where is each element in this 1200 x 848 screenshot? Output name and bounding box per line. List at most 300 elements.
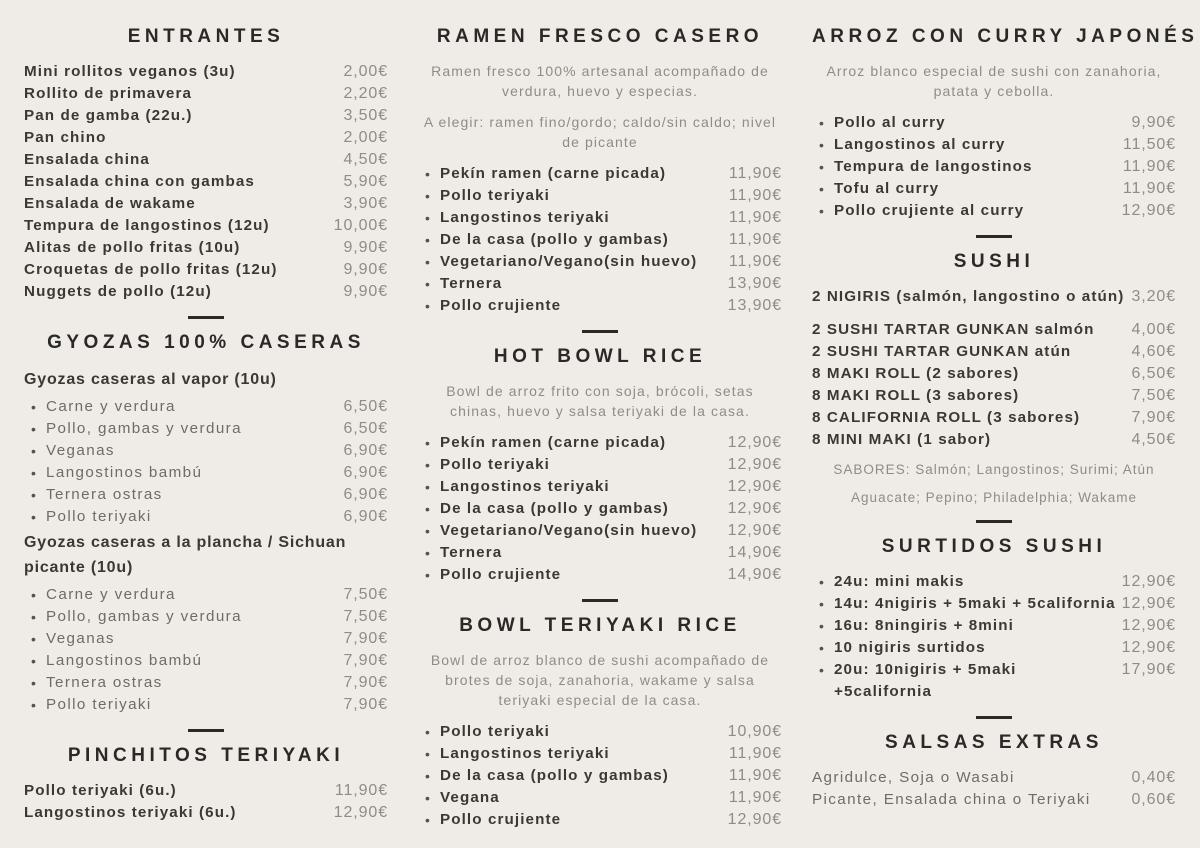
item-price: 12,90€ bbox=[1121, 202, 1176, 219]
item-price: 12,90€ bbox=[727, 478, 782, 495]
menu-item-left bbox=[24, 484, 343, 506]
section-title: SUSHI bbox=[953, 251, 1035, 272]
item-name: 8 MINI MAKI (1 sabor) bbox=[812, 431, 992, 448]
menu-column-center bbox=[418, 24, 782, 831]
item-name: Mini rollitos veganos (3u) bbox=[24, 63, 236, 80]
menu-item bbox=[24, 61, 388, 83]
item-price: 11,50€ bbox=[1122, 136, 1176, 153]
menu-item-left bbox=[812, 319, 1131, 341]
menu-item-left bbox=[24, 237, 343, 259]
menu-item-left bbox=[418, 207, 729, 229]
menu-item bbox=[812, 615, 1176, 637]
bullet-icon: • bbox=[31, 509, 36, 525]
menu-item-left bbox=[418, 765, 729, 787]
item-price: 13,90€ bbox=[727, 297, 782, 314]
item-price: 11,90€ bbox=[728, 789, 782, 806]
item-name: Langostinos teriyaki (6u.) bbox=[24, 804, 237, 821]
item-price: 3,20€ bbox=[1131, 288, 1176, 305]
item-price: 3,50€ bbox=[343, 107, 388, 124]
menu-item-left bbox=[24, 281, 343, 303]
item-price: 12,90€ bbox=[727, 811, 782, 828]
item-price: 12,90€ bbox=[727, 522, 782, 539]
item-price: 7,90€ bbox=[343, 652, 388, 669]
bullet-icon: • bbox=[31, 587, 36, 603]
menu-item bbox=[418, 498, 782, 520]
section-title: RAMEN FRESCO CASERO bbox=[436, 26, 764, 47]
item-name: Ensalada china con gambas bbox=[24, 173, 255, 190]
menu-item bbox=[24, 105, 388, 127]
item-name: Alitas de pollo fritas (10u) bbox=[24, 239, 241, 256]
menu-item-left bbox=[24, 259, 343, 281]
item-price: 11,90€ bbox=[1122, 180, 1176, 197]
item-name: Pollo teriyaki bbox=[440, 456, 550, 473]
section-title: PINCHITOS TERIYAKI bbox=[67, 745, 345, 766]
menu-item-left bbox=[24, 462, 343, 484]
menu-item bbox=[24, 462, 388, 484]
menu-item-left bbox=[418, 743, 729, 765]
bullet-icon: • bbox=[425, 768, 430, 784]
bullet-icon: • bbox=[31, 653, 36, 669]
item-name: Tofu al curry bbox=[834, 180, 940, 197]
menu-item bbox=[812, 178, 1176, 200]
menu-item-left bbox=[812, 767, 1131, 789]
bullet-icon: • bbox=[425, 254, 430, 270]
section-title: BOWL TERIYAKI RICE bbox=[459, 615, 741, 636]
menu-item-left bbox=[418, 432, 728, 454]
menu-item-left bbox=[24, 418, 343, 440]
item-name: Ensalada de wakame bbox=[24, 195, 196, 212]
bullet-icon: • bbox=[819, 159, 824, 175]
item-name: Vegetariano/Vegano(sin huevo) bbox=[440, 522, 698, 539]
bullet-icon: • bbox=[819, 618, 824, 634]
menu-item-left bbox=[812, 178, 1123, 200]
item-price: 9,90€ bbox=[343, 261, 388, 278]
menu-item bbox=[24, 281, 388, 303]
flavors-note: SABORES: Salmón; Langostinos; Surimi; Atún bbox=[833, 462, 1155, 477]
menu-item bbox=[24, 440, 388, 462]
item-name: Pekín ramen (carne picada) bbox=[440, 165, 667, 182]
item-name: 8 MAKI ROLL (2 sabores) bbox=[812, 365, 1020, 382]
item-name: Carne y verdura bbox=[46, 586, 176, 603]
bullet-icon: • bbox=[425, 746, 430, 762]
menu-item bbox=[24, 127, 388, 149]
bullet-icon: • bbox=[425, 567, 430, 583]
items-block bbox=[24, 584, 388, 716]
menu-item bbox=[812, 341, 1176, 363]
menu-item bbox=[418, 542, 782, 564]
menu-item-left bbox=[418, 229, 729, 251]
item-price: 11,90€ bbox=[334, 782, 388, 799]
menu-item-left bbox=[812, 286, 1131, 308]
menu-item-left bbox=[418, 476, 728, 498]
bullet-icon: • bbox=[425, 188, 430, 204]
item-price: 11,90€ bbox=[728, 745, 782, 762]
menu-item-left bbox=[418, 809, 728, 831]
item-price: 0,40€ bbox=[1131, 769, 1176, 786]
item-name: Langostinos teriyaki bbox=[440, 478, 610, 495]
bullet-icon: • bbox=[425, 545, 430, 561]
menu-item bbox=[24, 780, 388, 802]
menu-item-left bbox=[418, 542, 728, 564]
item-name: Pan de gamba (22u.) bbox=[24, 107, 193, 124]
menu-item bbox=[418, 295, 782, 317]
section-description: Arroz blanco especial de sushi con zanahoria, patata y cebolla. bbox=[826, 63, 1162, 99]
item-price: 4,00€ bbox=[1131, 321, 1176, 338]
item-price: 0,60€ bbox=[1131, 791, 1176, 808]
menu-item-left bbox=[418, 564, 728, 586]
menu-item bbox=[24, 484, 388, 506]
menu-item bbox=[812, 429, 1176, 451]
bullet-icon: • bbox=[425, 501, 430, 517]
item-name: Langostinos teriyaki bbox=[440, 745, 610, 762]
item-name: Pollo crujiente bbox=[440, 566, 562, 583]
menu-item bbox=[24, 694, 388, 716]
menu-item bbox=[418, 163, 782, 185]
item-price: 6,90€ bbox=[343, 486, 388, 503]
item-price: 12,90€ bbox=[727, 456, 782, 473]
menu-item bbox=[418, 765, 782, 787]
menu-item-left bbox=[24, 61, 343, 83]
section-divider bbox=[188, 316, 224, 319]
item-name: Pollo crujiente bbox=[440, 297, 562, 314]
item-price: 11,90€ bbox=[728, 165, 782, 182]
item-name: Picante, Ensalada china o Teriyaki bbox=[812, 791, 1091, 808]
group-heading: Gyozas caseras al vapor (10u) bbox=[24, 371, 277, 388]
menu-item-left bbox=[812, 156, 1123, 178]
items-block bbox=[24, 61, 388, 303]
item-name: Ternera ostras bbox=[46, 486, 163, 503]
item-price: 6,50€ bbox=[1131, 365, 1176, 382]
menu-item bbox=[812, 571, 1176, 593]
section-divider bbox=[976, 716, 1012, 719]
item-name: 16u: 8ningiris + 8mini bbox=[834, 617, 1014, 634]
menu-item bbox=[812, 593, 1176, 615]
bullet-icon: • bbox=[819, 203, 824, 219]
items-block bbox=[812, 571, 1176, 703]
item-name: Pollo, gambas y verdura bbox=[46, 420, 242, 437]
item-name: Croquetas de pollo fritas (12u) bbox=[24, 261, 278, 278]
section-title: GYOZAS 100% CASERAS bbox=[47, 332, 365, 353]
item-name: 8 CALIFORNIA ROLL (3 sabores) bbox=[812, 409, 1081, 426]
menu-item-left bbox=[812, 341, 1131, 363]
menu-item bbox=[24, 396, 388, 418]
menu-item bbox=[24, 259, 388, 281]
group-heading: Gyozas caseras a la plancha / Sichuan picante (10u) bbox=[24, 534, 347, 576]
item-name: De la casa (pollo y gambas) bbox=[440, 767, 669, 784]
menu-item bbox=[812, 385, 1176, 407]
item-name: Veganas bbox=[46, 442, 115, 459]
bullet-icon: • bbox=[819, 640, 824, 656]
menu-column-right bbox=[812, 24, 1199, 831]
menu-item-left bbox=[24, 396, 343, 418]
item-price: 7,90€ bbox=[343, 696, 388, 713]
item-name: Pollo crujiente bbox=[440, 811, 562, 828]
item-name: Agridulce, Soja o Wasabi bbox=[812, 769, 1015, 786]
menu-item bbox=[418, 229, 782, 251]
menu-item bbox=[24, 506, 388, 528]
item-price: 12,90€ bbox=[1121, 639, 1176, 656]
menu-item-left bbox=[812, 363, 1131, 385]
item-price: 2,20€ bbox=[343, 85, 388, 102]
menu-item bbox=[24, 584, 388, 606]
item-price: 9,90€ bbox=[343, 283, 388, 300]
item-name: Pollo teriyaki bbox=[46, 696, 152, 713]
menu-item bbox=[812, 789, 1176, 811]
menu-item-left bbox=[418, 520, 728, 542]
menu-item bbox=[24, 149, 388, 171]
bullet-icon: • bbox=[425, 790, 430, 806]
menu-item bbox=[418, 520, 782, 542]
menu-item-left bbox=[24, 127, 343, 149]
bullet-icon: • bbox=[425, 457, 430, 473]
item-name: Tempura de langostinos bbox=[834, 158, 1033, 175]
menu-item bbox=[418, 454, 782, 476]
item-name: Vegana bbox=[440, 789, 500, 806]
bullet-icon: • bbox=[819, 181, 824, 197]
item-price: 11,90€ bbox=[728, 767, 782, 784]
bullet-icon: • bbox=[31, 609, 36, 625]
item-name: Pollo al curry bbox=[834, 114, 946, 131]
menu-item bbox=[24, 215, 388, 237]
item-price: 7,90€ bbox=[343, 674, 388, 691]
section-divider bbox=[582, 330, 618, 333]
item-name: 14u: 4nigiris + 5maki + 5california bbox=[834, 595, 1116, 612]
menu-item-left bbox=[24, 628, 343, 650]
item-name: Ternera ostras bbox=[46, 674, 163, 691]
menu-item bbox=[812, 112, 1176, 134]
item-price: 12,90€ bbox=[1121, 595, 1176, 612]
item-price: 6,50€ bbox=[343, 398, 388, 415]
menu-item bbox=[418, 809, 782, 831]
section-divider bbox=[976, 520, 1012, 523]
bullet-icon: • bbox=[819, 115, 824, 131]
item-price: 7,50€ bbox=[1131, 387, 1176, 404]
item-name: Tempura de langostinos (12u) bbox=[24, 217, 270, 234]
menu-item bbox=[24, 418, 388, 440]
item-price: 2,00€ bbox=[343, 129, 388, 146]
menu-item-left bbox=[418, 185, 729, 207]
items-block bbox=[812, 112, 1176, 222]
bullet-icon: • bbox=[31, 675, 36, 691]
item-price: 4,50€ bbox=[343, 151, 388, 168]
bullet-icon: • bbox=[425, 523, 430, 539]
menu-item bbox=[812, 363, 1176, 385]
item-name: 2 SUSHI TARTAR GUNKAN atún bbox=[812, 343, 1072, 360]
bullet-icon: • bbox=[425, 435, 430, 451]
menu-item-left bbox=[24, 105, 343, 127]
bullet-icon: • bbox=[31, 487, 36, 503]
section-description: Bowl de arroz frito con soja, brócoli, setas chinas, huevo y salsa teriyaki de la casa. bbox=[446, 383, 754, 419]
section-divider bbox=[188, 729, 224, 732]
items-block bbox=[812, 767, 1176, 811]
menu-item bbox=[812, 134, 1176, 156]
menu-item-left bbox=[418, 787, 729, 809]
item-price: 10,00€ bbox=[333, 217, 388, 234]
item-price: 11,90€ bbox=[728, 187, 782, 204]
item-price: 14,90€ bbox=[727, 544, 782, 561]
items-block bbox=[418, 163, 782, 317]
item-name: Ternera bbox=[440, 544, 503, 561]
menu-item-left bbox=[812, 571, 1122, 593]
item-price: 12,90€ bbox=[1121, 573, 1176, 590]
item-name: Pekín ramen (carne picada) bbox=[440, 434, 667, 451]
item-name: 2 SUSHI TARTAR GUNKAN salmón bbox=[812, 321, 1095, 338]
menu-item-left bbox=[24, 193, 343, 215]
menu-item-left bbox=[812, 615, 1122, 637]
menu-item bbox=[24, 672, 388, 694]
menu-item-left bbox=[812, 134, 1123, 156]
item-name: Pollo crujiente al curry bbox=[834, 202, 1025, 219]
item-name: Veganas bbox=[46, 630, 115, 647]
section-title: HOT BOWL RICE bbox=[493, 346, 707, 367]
item-price: 6,90€ bbox=[343, 508, 388, 525]
item-name: Nuggets de pollo (12u) bbox=[24, 283, 212, 300]
bullet-icon: • bbox=[425, 724, 430, 740]
item-price: 2,00€ bbox=[343, 63, 388, 80]
menu-item bbox=[812, 767, 1176, 789]
item-name: Rollito de primavera bbox=[24, 85, 193, 102]
item-name: 24u: mini makis bbox=[834, 573, 965, 590]
menu-item-left bbox=[812, 637, 1122, 659]
menu-item bbox=[418, 185, 782, 207]
menu-item-left bbox=[812, 385, 1131, 407]
menu-item-left bbox=[418, 721, 728, 743]
menu-item-left bbox=[24, 584, 343, 606]
item-price: 9,90€ bbox=[343, 239, 388, 256]
item-price: 12,90€ bbox=[727, 500, 782, 517]
item-name: Vegetariano/Vegano(sin huevo) bbox=[440, 253, 698, 270]
section-title: SALSAS EXTRAS bbox=[885, 732, 1103, 753]
menu-item bbox=[812, 407, 1176, 429]
menu-item-left bbox=[24, 694, 343, 716]
menu-item-left bbox=[418, 295, 728, 317]
item-name: Pollo, gambas y verdura bbox=[46, 608, 242, 625]
menu-item-left bbox=[418, 163, 729, 185]
item-name: Pollo teriyaki bbox=[440, 187, 550, 204]
item-price: 3,90€ bbox=[343, 195, 388, 212]
item-name: Pan chino bbox=[24, 129, 107, 146]
menu-item-left bbox=[418, 498, 728, 520]
section-divider bbox=[976, 235, 1012, 238]
menu-item bbox=[812, 319, 1176, 341]
item-price: 13,90€ bbox=[727, 275, 782, 292]
menu-item-left bbox=[812, 112, 1131, 134]
item-price: 9,90€ bbox=[1131, 114, 1176, 131]
item-price: 7,90€ bbox=[1131, 409, 1176, 426]
section-description: Ramen fresco 100% artesanal acompañado de verdura, huevo y especias. bbox=[431, 63, 769, 99]
menu-item-left bbox=[418, 454, 728, 476]
menu-item-left bbox=[418, 273, 728, 295]
flavors-note: Aguacate; Pepino; Philadelphia; Wakame bbox=[851, 490, 1137, 505]
item-name: Langostinos bambú bbox=[46, 652, 203, 669]
menu-item bbox=[418, 564, 782, 586]
menu-item-left bbox=[24, 780, 335, 802]
menu-item-left bbox=[812, 659, 1122, 703]
bullet-icon: • bbox=[31, 421, 36, 437]
menu-item-left bbox=[24, 650, 343, 672]
bullet-icon: • bbox=[819, 137, 824, 153]
items-block bbox=[24, 780, 388, 824]
item-name: Ensalada china bbox=[24, 151, 150, 168]
item-price: 10,90€ bbox=[727, 723, 782, 740]
menu-item-left bbox=[24, 215, 334, 237]
item-price: 12,90€ bbox=[333, 804, 388, 821]
items-block bbox=[418, 721, 782, 831]
menu-item bbox=[418, 743, 782, 765]
menu-item bbox=[812, 156, 1176, 178]
bullet-icon: • bbox=[31, 465, 36, 481]
menu-item bbox=[24, 237, 388, 259]
menu-item bbox=[24, 83, 388, 105]
bullet-icon: • bbox=[31, 443, 36, 459]
menu-item-left bbox=[418, 251, 729, 273]
item-price: 7,50€ bbox=[343, 586, 388, 603]
menu-item bbox=[418, 273, 782, 295]
menu-item bbox=[24, 193, 388, 215]
bullet-icon: • bbox=[31, 697, 36, 713]
item-price: 11,90€ bbox=[1122, 158, 1176, 175]
menu-item-left bbox=[812, 789, 1131, 811]
menu-item bbox=[418, 787, 782, 809]
menu-item-left bbox=[24, 440, 343, 462]
menu-item-left bbox=[812, 593, 1122, 615]
item-price: 5,90€ bbox=[343, 173, 388, 190]
menu-item bbox=[418, 721, 782, 743]
menu-item-left bbox=[24, 672, 343, 694]
bullet-icon: • bbox=[819, 596, 824, 612]
item-name: Pollo teriyaki bbox=[440, 723, 550, 740]
item-price: 14,90€ bbox=[727, 566, 782, 583]
menu-item-left bbox=[24, 506, 343, 528]
menu-item bbox=[812, 637, 1176, 659]
menu-item bbox=[812, 200, 1176, 222]
item-price: 4,50€ bbox=[1131, 431, 1176, 448]
item-name: Langostinos bambú bbox=[46, 464, 203, 481]
item-name: 20u: 10nigiris + 5maki +5california bbox=[834, 661, 1017, 700]
items-block bbox=[812, 286, 1176, 451]
menu-item bbox=[24, 802, 388, 824]
item-name: 8 MAKI ROLL (3 sabores) bbox=[812, 387, 1020, 404]
item-name: De la casa (pollo y gambas) bbox=[440, 231, 669, 248]
item-price: 6,50€ bbox=[343, 420, 388, 437]
menu-item bbox=[418, 476, 782, 498]
menu-item-left bbox=[24, 149, 343, 171]
menu-item-left bbox=[24, 171, 343, 193]
item-price: 7,90€ bbox=[343, 630, 388, 647]
section-title: SURTIDOS SUSHI bbox=[881, 536, 1107, 557]
item-price: 17,90€ bbox=[1121, 661, 1176, 678]
items-block bbox=[24, 396, 388, 528]
menu-item bbox=[418, 251, 782, 273]
menu-item bbox=[418, 207, 782, 229]
bullet-icon: • bbox=[31, 631, 36, 647]
menu-item bbox=[812, 659, 1176, 703]
menu-item bbox=[24, 628, 388, 650]
item-price: 12,90€ bbox=[1121, 617, 1176, 634]
bullet-icon: • bbox=[425, 276, 430, 292]
item-price: 6,90€ bbox=[343, 442, 388, 459]
item-name: 2 NIGIRIS (salmón, langostino o atún) bbox=[812, 288, 1125, 305]
menu-item-left bbox=[812, 429, 1131, 451]
item-name: De la casa (pollo y gambas) bbox=[440, 500, 669, 517]
menu-item-left bbox=[24, 83, 343, 105]
item-price: 11,90€ bbox=[728, 253, 782, 270]
item-name: Langostinos al curry bbox=[834, 136, 1006, 153]
item-price: 6,90€ bbox=[343, 464, 388, 481]
item-price: 4,60€ bbox=[1131, 343, 1176, 360]
bullet-icon: • bbox=[425, 812, 430, 828]
bullet-icon: • bbox=[819, 662, 824, 678]
